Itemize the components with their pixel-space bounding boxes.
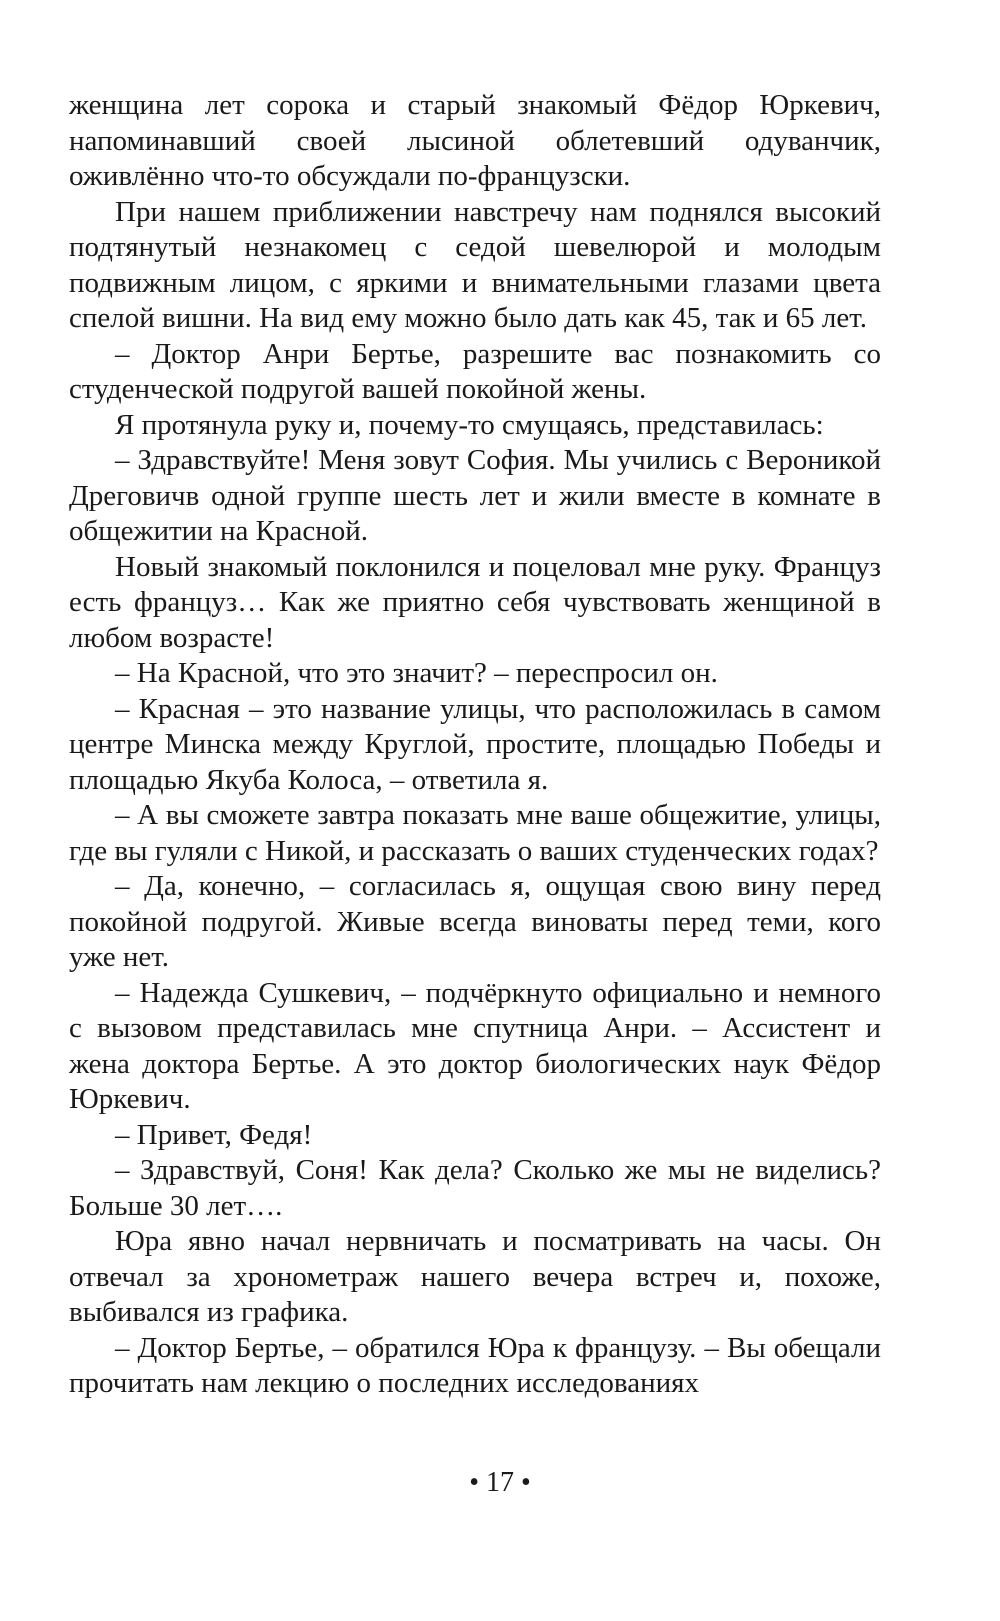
paragraph-8: – Красная – это название улицы, что расположилась в самом центре Минска между Круглой, простите, площадью Победы и площадью Якуба Колоса, – ответила я.: [69, 692, 881, 796]
paragraph-10: – Да, конечно, – согласилась я, ощущая свою вину перед покойной подругой. Живые всегда виноваты перед теми, кого уже нет.: [69, 870, 881, 973]
paragraph-1: женщина лет сорока и старый знакомый Фёдор Юркевич, напоминавший своей лысиной облетевший одуванчик, оживлённо что-то обсуждали по-французски.: [69, 89, 881, 192]
paragraph-2: При нашем приближении навстречу нам поднялся высокий подтянутый незнакомец с седой шевелюрой и молодым подвижным лицом, с яркими и внимательными глазами цвета спелой вишни. На вид ему можно было дать как 45, так и 65 лет.: [69, 195, 881, 334]
paragraph-3: – Доктор Анри Бертье, разрешите вас познакомить со студенческой подругой вашей покойной жены.: [69, 337, 881, 405]
paragraph-13: – Здравствуй, Соня! Как дела? Сколько же мы не виделись? Больше 30 лет….: [69, 1154, 881, 1222]
paragraph-14: Юра явно начал нервничать и посматривать на часы. Он отвечал за хронометраж нашего вечера встреч и, похоже, выбивался из графика.: [69, 1225, 881, 1328]
page-text: [69, 88, 881, 1402]
page-number: • 17 •: [469, 1467, 531, 1498]
paragraph-4: Я протянула руку и, почему-то смущаясь, представилась:: [115, 408, 824, 441]
paragraph-11: – Надежда Сушкевич, – подчёркнуто официально и немного с вызовом представилась мне спутница Анри. – Ассистент и жена доктора Бертье. А это доктор биологических наук Фёдор Юркевич.: [69, 976, 881, 1115]
paragraph-5: – Здравствуйте! Меня зовут София. Мы учились с Вероникой Дреговичв одной группе шесть лет и жили вместе в комнате в общежитии на Красной.: [69, 444, 881, 547]
paragraph-9: – А вы сможете завтра показать мне ваше общежитие, улицы, где вы гуляли с Никой, и рассказать о ваших студенческих годах?: [69, 799, 881, 867]
paragraph-12: – Привет, Федя!: [115, 1118, 313, 1151]
paragraph-15: – Доктор Бертье, – обратился Юра к французу. – Вы обещали прочитать нам лекцию о последних исследованиях: [69, 1331, 881, 1399]
paragraph-7: – На Красной, что это значит? – переспросил он.: [115, 657, 718, 689]
paragraph-6: Новый знакомый поклонился и поцеловал мне руку. Француз есть француз… Как же приятно себя чувствовать женщиной в любом возрасте!: [69, 550, 881, 654]
